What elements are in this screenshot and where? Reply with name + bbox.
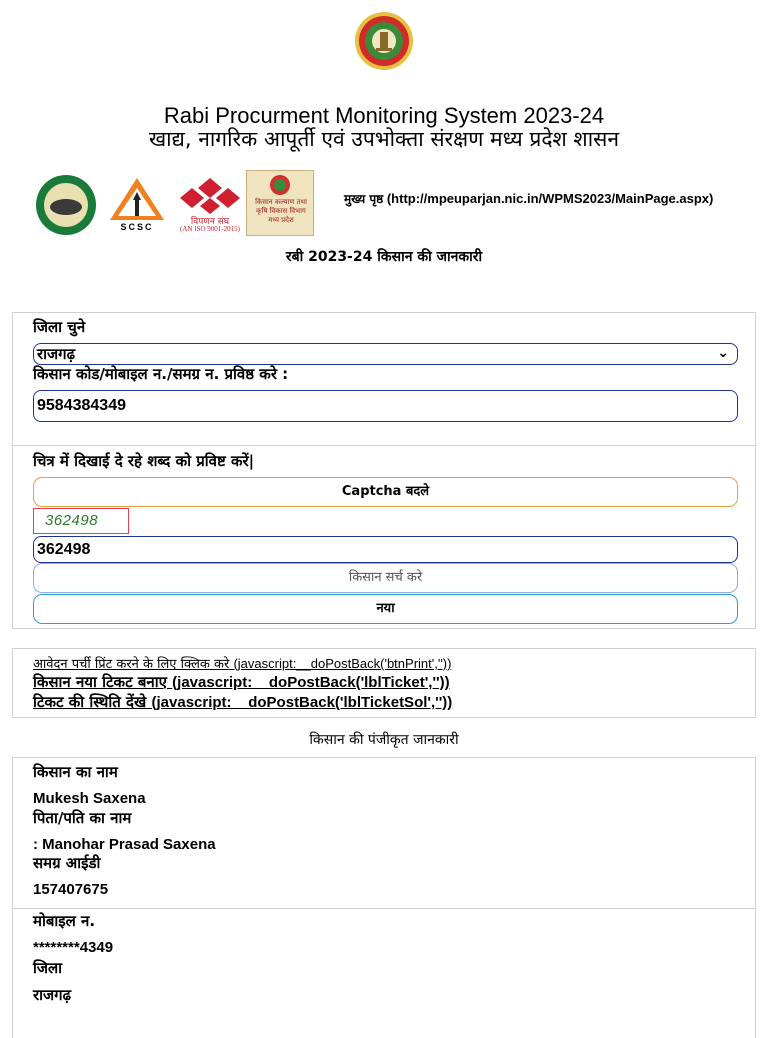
markfed-logo-iso: (AN ISO 9001-2015) [180, 225, 240, 233]
page-title-hindi: खाद्य, नागरिक आपूर्ती एवं उपभोक्ता संरक्षण मध्य प्रदेश शासन [149, 127, 619, 151]
agriculture-emblem-icon [269, 174, 291, 196]
search-panel [12, 312, 756, 446]
ticket-link-js: (javascript:__doPostBack('lblTicket','')) [172, 674, 450, 691]
samagra-id-value: 157407675 [33, 881, 109, 898]
district-label: जिला चुने [33, 318, 86, 336]
ticket-status-link[interactable] [33, 692, 452, 712]
captcha-label: चित्र में दिखाई दे रहे शब्द को प्रविष्ट करें| [33, 452, 255, 470]
farmer-district-value: राजगढ़ [33, 986, 72, 1004]
registered-info-title: किसान की पंजीकृत जानकारी [309, 732, 459, 748]
district-select[interactable] [33, 343, 738, 365]
ticket-link-text: किसान नया टिकट बनाए [33, 673, 167, 691]
farmer-contact-panel [12, 908, 756, 1038]
farmer-details-panel [12, 757, 756, 909]
home-link-url: (http://mpeuparjan.nic.in/WPMS2023/MainPage.aspx) [386, 191, 714, 206]
department-logos [32, 170, 316, 238]
page-title-english: Rabi Procurment Monitoring System 2023-24 [163, 103, 605, 128]
status-link-js: (javascript:__doPostBack('lblTicketSol','')) [151, 694, 453, 711]
farmer-name-label: किसान का नाम [33, 763, 118, 781]
captcha-change-button[interactable]: Captcha बदले [33, 477, 738, 507]
mobile-value: ********4349 [33, 939, 114, 956]
links-panel [12, 648, 756, 718]
captcha-panel [12, 445, 756, 629]
new-button[interactable]: नया [33, 594, 738, 624]
scsc-logo-text: SCSC [120, 222, 154, 232]
father-name-label: पिता/पति का नाम [33, 809, 132, 827]
mobile-label: मोबाइल न. [33, 912, 96, 930]
farmer-district-label: जिला [33, 959, 63, 977]
status-link-text: टिकट की स्थिति देंखे [33, 693, 147, 711]
captcha-image: 362498 [33, 508, 129, 534]
farmer-code-label: किसान कोड/मोबाइल न./समग्र न. प्रविष्ठ करे : [33, 365, 289, 383]
district-select-value: राजगढ़ [37, 345, 76, 363]
samagra-id-label: समग्र आईडी [33, 854, 101, 872]
markfed-logo-icon [178, 178, 242, 214]
print-application-link[interactable] [33, 654, 451, 672]
section-title: रबी 2023-24 किसान की जानकारी [285, 249, 483, 265]
farmer-code-input[interactable]: 9584384349 [33, 390, 738, 422]
mandi-board-logo-icon [32, 174, 100, 236]
markfed-logo-text: विपणन संघ [190, 217, 230, 227]
agriculture-logo-text: किसान कल्याण तथा कृषि विकास विभाग मध्य प्रदेश [255, 198, 307, 224]
mp-emblem-icon [350, 10, 418, 72]
chevron-down-icon: ⌄ [717, 345, 729, 361]
search-farmer-button[interactable]: किसान सर्च करे [33, 563, 738, 593]
father-name-value: : Manohar Prasad Saxena [33, 836, 216, 853]
home-link-label: मुख्य पृष्ठ [344, 192, 384, 206]
new-ticket-link[interactable] [33, 672, 450, 692]
farmer-name-value: Mukesh Saxena [33, 790, 146, 807]
print-link-js: (javascript:__doPostBack('btnPrint','')) [233, 656, 452, 671]
captcha-input[interactable]: 362498 [33, 536, 738, 563]
print-link-text: आवेदन पर्ची प्रिंट करने के लिए क्लिक करे [33, 657, 230, 672]
agriculture-dept-logo [246, 170, 314, 236]
home-page-link[interactable] [344, 190, 713, 207]
